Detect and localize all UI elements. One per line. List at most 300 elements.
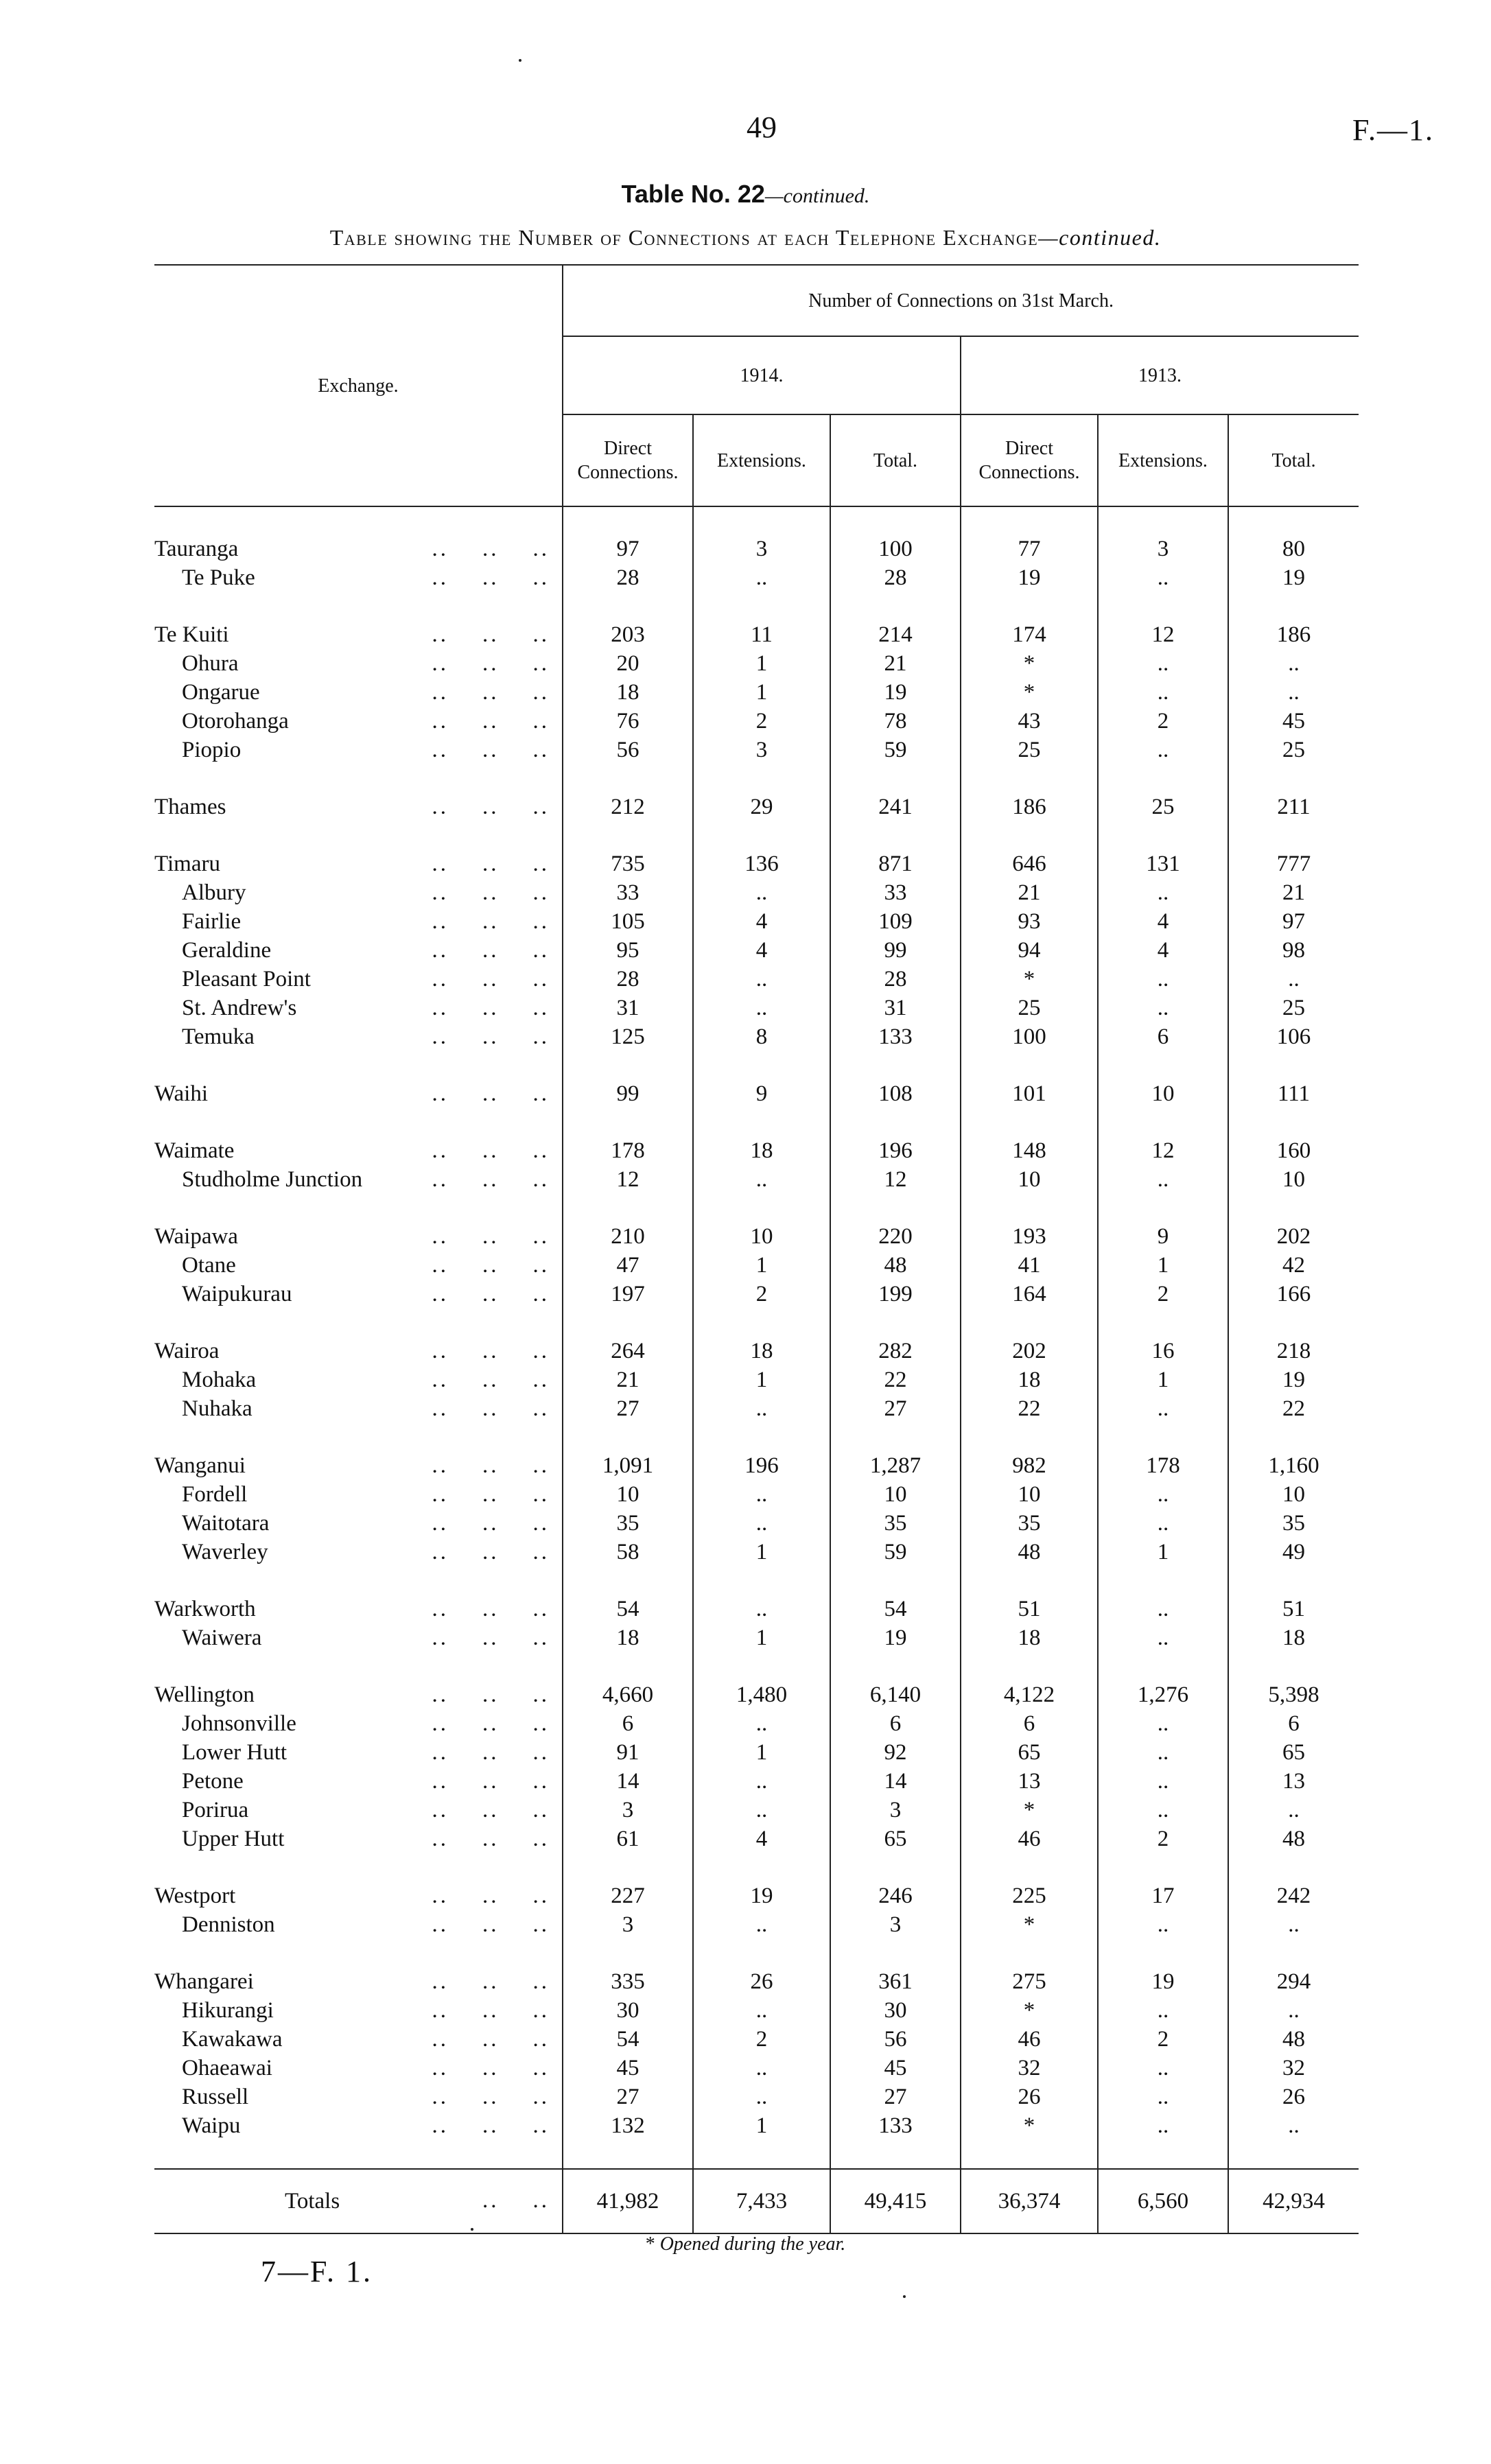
cell-total-1914: 3 [830,1910,961,1939]
cell-extensions-1913: .. [1098,1509,1228,1538]
cell-extensions-1913: 17 [1098,1881,1228,1910]
exchange-name: Johnsonville .. .. .. [154,1709,563,1738]
cell-direct-1913: 65 [961,1738,1098,1767]
totals-label: Totals .. .. [154,2169,563,2233]
cell-total-1914: 21 [830,649,961,678]
exchange-name: Wairoa .. .. .. [154,1337,563,1365]
leader-dots: .. .. .. [432,1396,550,1421]
cell-total-1914: 56 [830,2025,961,2054]
cell-total-1914: 12 [830,1165,961,1194]
cell-total-1913: .. [1228,1910,1359,1939]
table-title [0,180,1491,209]
cell-extensions-1914: .. [693,994,830,1022]
cell-direct-1913: 35 [961,1509,1098,1538]
leader-dots: .. .. .. [432,2085,550,2109]
cell-total-1913: 186 [1228,620,1359,649]
cell-direct-1913: 174 [961,620,1098,649]
exchange-name: Piopio .. .. .. [154,736,563,764]
cell-extensions-1913: 19 [1098,1967,1228,1996]
cell-extensions-1913: .. [1098,1623,1228,1652]
cell-extensions-1914: .. [693,1996,830,2025]
exchange-name: Petone .. .. .. [154,1767,563,1796]
cell-extensions-1913: .. [1098,1738,1228,1767]
cell-total-1914: 28 [830,965,961,994]
cell-direct-1914: 18 [563,678,693,707]
leader-dots: .. .. .. [432,2113,550,2138]
connections-table [154,264,1359,2234]
cell-total-1914: 3 [830,1796,961,1824]
cell-total-1914: 27 [830,1394,961,1423]
cell-extensions-1913: 2 [1098,2025,1228,2054]
cell-extensions-1913: .. [1098,736,1228,764]
cell-total-1914: 92 [830,1738,961,1767]
leader-dots: .. .. .. [432,1024,550,1049]
exchange-name: Ongarue .. .. .. [154,678,563,707]
cell-total-1913: 45 [1228,707,1359,736]
cell-extensions-1914: 1 [693,1738,830,1767]
cell-direct-1914: 178 [563,1136,693,1165]
cell-extensions-1914: .. [693,1394,830,1423]
cell-extensions-1914: 2 [693,1280,830,1309]
cell-extensions-1914: .. [693,878,830,907]
cell-extensions-1914: 1 [693,1251,830,1280]
table-row [154,678,1359,707]
leader-dots: .. .. .. [432,1453,550,1478]
cell-total-1913: 21 [1228,878,1359,907]
leader-dots: .. .. .. [432,852,550,876]
cell-extensions-1914: .. [693,2082,830,2111]
cell-total-1913: 777 [1228,849,1359,878]
cell-total-1914: 99 [830,936,961,965]
cell-direct-1914: 3 [563,1796,693,1824]
cell-direct-1914: 105 [563,907,693,936]
cell-extensions-1913: 6 [1098,1022,1228,1051]
cell-total-1913: 106 [1228,1022,1359,1051]
cell-total-1914: 35 [830,1509,961,1538]
exchange-name: Pleasant Point .. .. .. [154,965,563,994]
cell-direct-1913: 22 [961,1394,1098,1423]
cell-total-1913: .. [1228,2111,1359,2140]
exchange-name: Lower Hutt .. .. .. [154,1738,563,1767]
cell-total-1913: 294 [1228,1967,1359,1996]
cell-total-1913: .. [1228,1796,1359,1824]
cell-direct-1913: 202 [961,1337,1098,1365]
leader-dots: .. .. .. [432,1740,550,1765]
totals-row [154,2169,1359,2233]
cell-total-1914: 871 [830,849,961,878]
cell-direct-1914: 45 [563,2054,693,2082]
table-row [154,2111,1359,2140]
cell-direct-1914: 76 [563,707,693,736]
cell-extensions-1913: .. [1098,1767,1228,1796]
cell-extensions-1913: 3 [1098,535,1228,563]
cell-total-1914: 214 [830,620,961,649]
cell-direct-1914: 61 [563,1824,693,1853]
cell-extensions-1913: 2 [1098,1824,1228,1853]
cell-total-1914: 19 [830,1623,961,1652]
cell-direct-1913: 93 [961,907,1098,936]
cell-direct-1913: * [961,678,1098,707]
leader-dots: .. .. .. [432,680,550,705]
leader-dots: .. .. [482,2188,550,2213]
cell-total-1914: 100 [830,535,961,563]
table-caption [0,225,1491,250]
cell-total-1913: 98 [1228,936,1359,965]
cell-direct-1914: 27 [563,2082,693,2111]
cell-direct-1913: 225 [961,1881,1098,1910]
cell-total-1914: 6,140 [830,1680,961,1709]
print-speck [471,2228,473,2231]
leader-dots: .. .. .. [432,537,550,561]
cell-extensions-1914: 29 [693,793,830,821]
header-year-1913: 1913. [961,336,1359,414]
cell-total-1914: 109 [830,907,961,936]
table-row [154,849,1359,878]
cell-total-1913: 160 [1228,1136,1359,1165]
table-row [154,1623,1359,1652]
leader-dots: .. .. .. [432,1282,550,1306]
cell-direct-1914: 6 [563,1709,693,1738]
header-extensions-1913: Extensions. [1098,414,1228,506]
table-row [154,1967,1359,1996]
exchange-name: Albury .. .. .. [154,878,563,907]
exchange-name: Waimate .. .. .. [154,1136,563,1165]
cell-total-1913: 5,398 [1228,1680,1359,1709]
exchange-name: Te Puke .. .. .. [154,563,563,592]
leader-dots: .. .. .. [432,1597,550,1621]
row-spacer [154,1423,1359,1451]
row-spacer [154,1108,1359,1136]
header-total-1914: Total. [830,414,961,506]
cell-extensions-1913: .. [1098,563,1228,592]
document-code: F.—1. [1352,113,1434,147]
cell-extensions-1914: 1,480 [693,1680,830,1709]
cell-direct-1913: 13 [961,1767,1098,1796]
table-row [154,2025,1359,2054]
leader-dots: .. .. .. [432,709,550,734]
print-speck [903,2295,906,2298]
cell-extensions-1914: .. [693,2054,830,2082]
cell-total-1913: 22 [1228,1394,1359,1423]
leader-dots: .. .. .. [432,1884,550,1908]
cell-extensions-1914: 1 [693,678,830,707]
cell-direct-1913: 19 [961,563,1098,592]
cell-total-1913: .. [1228,649,1359,678]
table-row [154,1451,1359,1480]
table-row [154,1280,1359,1309]
table-row [154,649,1359,678]
table-row [154,1680,1359,1709]
cell-direct-1914: 212 [563,793,693,821]
cell-extensions-1913: 4 [1098,907,1228,936]
cell-extensions-1913: 1 [1098,1365,1228,1394]
cell-total-1914: 220 [830,1222,961,1251]
cell-total-1913: 202 [1228,1222,1359,1251]
cell-total-1914: 33 [830,878,961,907]
cell-direct-1913: 25 [961,994,1098,1022]
header-total-1913: Total. [1228,414,1359,506]
cell-total-1914: 246 [830,1881,961,1910]
cell-total-1914: 30 [830,1996,961,2025]
exchange-name: Denniston .. .. .. [154,1910,563,1939]
cell-total-1913: 6 [1228,1709,1359,1738]
cell-extensions-1914: 136 [693,849,830,878]
cell-extensions-1914: .. [693,1910,830,1939]
cell-total-1913: 10 [1228,1165,1359,1194]
table-row [154,1394,1359,1423]
cell-direct-1913: 46 [961,2025,1098,2054]
exchange-name: Nuhaka .. .. .. [154,1394,563,1423]
table-row [154,2082,1359,2111]
exchange-name: Waiwera .. .. .. [154,1623,563,1652]
leader-dots: .. .. .. [432,1540,550,1564]
leader-dots: .. .. .. [432,1711,550,1736]
footnote-text: Opened during the year. [659,2233,846,2255]
exchange-name: Ohura .. .. .. [154,649,563,678]
cell-direct-1913: 77 [961,535,1098,563]
cell-extensions-1913: .. [1098,2111,1228,2140]
leader-dots: .. .. .. [432,622,550,647]
cell-direct-1913: 18 [961,1365,1098,1394]
cell-total-1913: 65 [1228,1738,1359,1767]
cell-extensions-1913: 2 [1098,1280,1228,1309]
leader-dots: .. .. .. [432,565,550,590]
leader-dots: .. .. .. [432,1368,550,1392]
exchange-name: Thames .. .. .. [154,793,563,821]
cell-direct-1913: * [961,1796,1098,1824]
leader-dots: .. .. .. [432,2056,550,2080]
cell-direct-1913: 43 [961,707,1098,736]
table-row [154,535,1359,563]
cell-direct-1913: 4,122 [961,1680,1098,1709]
cell-extensions-1914: 2 [693,2025,830,2054]
cell-extensions-1913: 25 [1098,793,1228,821]
cell-direct-1914: 21 [563,1365,693,1394]
table-body [154,506,1359,2169]
totals-direct-1914: 41,982 [563,2169,693,2233]
cell-extensions-1914: .. [693,563,830,592]
row-spacer [154,764,1359,793]
table-row [154,1910,1359,1939]
table-row [154,1337,1359,1365]
leader-dots: .. .. .. [432,795,550,819]
cell-extensions-1913: 12 [1098,620,1228,649]
cell-total-1913: 32 [1228,2054,1359,2082]
cell-total-1914: 241 [830,793,961,821]
cell-total-1914: 59 [830,736,961,764]
cell-direct-1914: 227 [563,1881,693,1910]
cell-total-1913: 48 [1228,1824,1359,1853]
cell-extensions-1913: .. [1098,2054,1228,2082]
exchange-name: Geraldine .. .. .. [154,936,563,965]
leader-dots: .. .. .. [432,1969,550,1994]
exchange-name: Te Kuiti .. .. .. [154,620,563,649]
cell-direct-1914: 97 [563,535,693,563]
row-spacer [154,1567,1359,1595]
table-row [154,620,1359,649]
print-speck [519,59,521,62]
table-row [154,1079,1359,1108]
cell-direct-1914: 203 [563,620,693,649]
table-row [154,1738,1359,1767]
table-row [154,994,1359,1022]
cell-extensions-1913: .. [1098,1796,1228,1824]
exchange-name: Waipu .. .. .. [154,2111,563,2140]
cell-extensions-1913: 12 [1098,1136,1228,1165]
leader-dots: .. .. .. [432,2027,550,2052]
table-row [154,1136,1359,1165]
leader-dots: .. .. .. [432,1253,550,1278]
cell-direct-1913: * [961,1996,1098,2025]
cell-extensions-1914: 4 [693,1824,830,1853]
cell-extensions-1914: 1 [693,1365,830,1394]
cell-direct-1914: 28 [563,965,693,994]
cell-extensions-1914: 1 [693,649,830,678]
cell-direct-1914: 33 [563,878,693,907]
table-row [154,1796,1359,1824]
cell-total-1914: 10 [830,1480,961,1509]
cell-total-1913: 218 [1228,1337,1359,1365]
leader-dots: .. .. .. [432,938,550,963]
cell-total-1914: 282 [830,1337,961,1365]
exchange-name: Kawakawa .. .. .. [154,2025,563,2054]
cell-extensions-1914: .. [693,1796,830,1824]
header-direct-1914: Direct Connections. [563,414,693,506]
cell-extensions-1914: 3 [693,736,830,764]
cell-direct-1913: 646 [961,849,1098,878]
cell-extensions-1913: .. [1098,1709,1228,1738]
table-header [154,265,1359,506]
leader-dots: .. .. .. [432,1167,550,1192]
cell-extensions-1913: .. [1098,1394,1228,1423]
cell-direct-1914: 20 [563,649,693,678]
cell-direct-1914: 132 [563,2111,693,2140]
row-spacer [154,1194,1359,1222]
cell-extensions-1914: .. [693,1709,830,1738]
leader-dots: .. .. .. [432,1912,550,1937]
exchange-name: Waihi .. .. .. [154,1079,563,1108]
cell-total-1914: 59 [830,1538,961,1567]
cell-total-1913: 25 [1228,994,1359,1022]
leader-dots: .. .. .. [432,1682,550,1707]
cell-direct-1914: 125 [563,1022,693,1051]
exchange-name: Wanganui .. .. .. [154,1451,563,1480]
leader-dots: .. .. .. [432,1339,550,1363]
cell-total-1913: 1,160 [1228,1451,1359,1480]
footnote [0,2233,1491,2255]
cell-extensions-1914: 11 [693,620,830,649]
table-row [154,1365,1359,1394]
cell-total-1914: 31 [830,994,961,1022]
cell-direct-1914: 47 [563,1251,693,1280]
cell-extensions-1913: .. [1098,1910,1228,1939]
cell-total-1913: 51 [1228,1595,1359,1623]
cell-extensions-1913: 1 [1098,1538,1228,1567]
leader-dots: .. .. .. [432,1769,550,1794]
leader-dots: .. .. .. [432,1626,550,1650]
cell-direct-1914: 35 [563,1509,693,1538]
cell-direct-1913: 186 [961,793,1098,821]
cell-direct-1914: 3 [563,1910,693,1939]
exchange-name: Otane .. .. .. [154,1251,563,1280]
leader-dots: .. .. .. [432,1798,550,1822]
exchange-name: Ohaeawai .. .. .. [154,2054,563,2082]
table-row [154,1996,1359,2025]
table-row [154,563,1359,592]
leader-dots: .. .. .. [432,909,550,934]
table-row [154,1251,1359,1280]
cell-direct-1914: 95 [563,936,693,965]
table-row [154,736,1359,764]
row-spacer [154,2140,1359,2169]
exchange-name: Mohaka .. .. .. [154,1365,563,1394]
cell-extensions-1914: 4 [693,907,830,936]
cell-total-1914: 6 [830,1709,961,1738]
table-row [154,907,1359,936]
cell-total-1914: 78 [830,707,961,736]
cell-total-1914: 54 [830,1595,961,1623]
table-title-continued: —continued. [764,185,870,207]
cell-direct-1913: 48 [961,1538,1098,1567]
table-row [154,707,1359,736]
cell-direct-1914: 335 [563,1967,693,1996]
cell-extensions-1913: .. [1098,2082,1228,2111]
leader-dots: .. .. .. [432,880,550,905]
cell-extensions-1914: 3 [693,535,830,563]
cell-direct-1914: 14 [563,1767,693,1796]
cell-direct-1914: 30 [563,1996,693,2025]
cell-direct-1913: 26 [961,2082,1098,2111]
cell-total-1914: 48 [830,1251,961,1280]
cell-extensions-1913: 1 [1098,1251,1228,1280]
exchange-name: Fordell .. .. .. [154,1480,563,1509]
header-year-1914: 1914. [563,336,961,414]
cell-total-1914: 19 [830,678,961,707]
cell-extensions-1913: 131 [1098,849,1228,878]
cell-direct-1913: 18 [961,1623,1098,1652]
row-spacer [154,1051,1359,1079]
row-spacer [154,821,1359,849]
exchange-name: Whangarei .. .. .. [154,1967,563,1996]
cell-direct-1913: 193 [961,1222,1098,1251]
cell-direct-1914: 56 [563,736,693,764]
cell-direct-1914: 54 [563,2025,693,2054]
cell-direct-1914: 12 [563,1165,693,1194]
table-row [154,1767,1359,1796]
cell-total-1913: 242 [1228,1881,1359,1910]
leader-dots: .. .. .. [432,1511,550,1536]
cell-extensions-1914: .. [693,1767,830,1796]
exchange-name: St. Andrew's .. .. .. [154,994,563,1022]
cell-direct-1913: 46 [961,1824,1098,1853]
cell-total-1913: .. [1228,678,1359,707]
cell-extensions-1913: 178 [1098,1451,1228,1480]
cell-extensions-1914: 9 [693,1079,830,1108]
table-row [154,1165,1359,1194]
cell-total-1913: 25 [1228,736,1359,764]
cell-extensions-1914: 26 [693,1967,830,1996]
table-row [154,793,1359,821]
cell-total-1914: 108 [830,1079,961,1108]
cell-direct-1914: 4,660 [563,1680,693,1709]
cell-extensions-1914: .. [693,1165,830,1194]
cell-extensions-1913: .. [1098,965,1228,994]
table-row [154,1480,1359,1509]
table-row [154,2054,1359,2082]
cell-total-1914: 14 [830,1767,961,1796]
leader-dots: .. .. .. [432,738,550,762]
cell-total-1913: 10 [1228,1480,1359,1509]
